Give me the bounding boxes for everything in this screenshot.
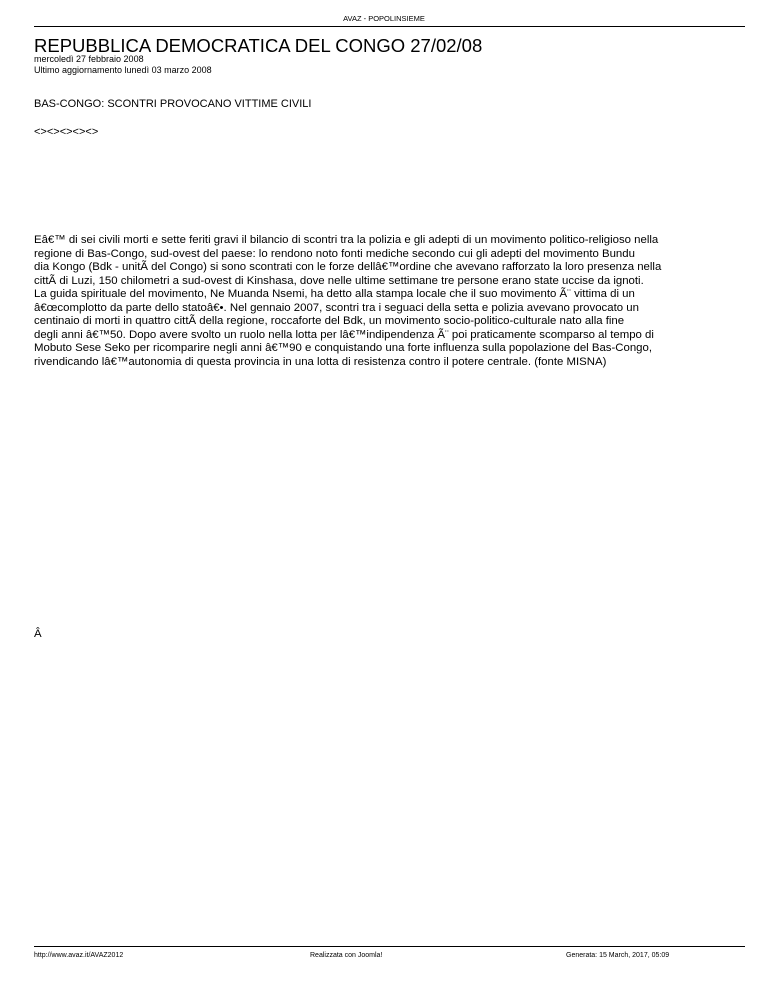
site-header: AVAZ - POPOLINSIEME	[343, 14, 425, 23]
body-line: La guida spirituale del movimento, Ne Muanda Nsemi, ha detto alla stampa locale che il suo movimento Ã¨ vittima di un	[34, 288, 635, 300]
body-line: Eâ€™ di sei civili morti e sette feriti gravi il bilancio di scontri tra la polizia e gli adepti di un movimento politico-religioso nella	[34, 234, 659, 246]
body-line: cittÃ di Luzi, 150 chilometri a sud-ovest di Kinshasa, dove nelle ultime settimane tre persone erano state uccise da ignoti.	[34, 274, 644, 287]
article-subtitle: BAS-CONGO: SCONTRI PROVOCANO VITTIME CIVILI	[34, 98, 312, 110]
body-line: Mobuto Sese Seko per ricomparire negli anni â€™90 e conquistando una forte influenza sulla popolazione del Bas-Congo,	[34, 342, 653, 354]
body-line: centinaio di morti in quattro cittÃ della regione, roccaforte del Bdk, un movimento socio-politico-culturale nato alla fine	[34, 315, 625, 327]
body-line: dia Kongo (Bdk - unitÃ del Congo) si sono scontrati con le forze dellâ€™ordine che avevano rafforzato la loro presenza nella	[34, 261, 662, 273]
header-divider	[34, 26, 745, 27]
body-line: regione di Bas-Congo, sud-ovest del paese: lo rendono noto fonti mediche secondo cui gli adepti del movimento Bundu	[34, 247, 635, 260]
article-body	[34, 234, 746, 369]
footer-generated-date: Generata: 15 March, 2017, 05:09	[566, 952, 670, 959]
footer-credit: Realizzata con Joomla!	[310, 952, 383, 959]
article-title: REPUBBLICA DEMOCRATICA DEL CONGO 27/02/08	[34, 35, 483, 56]
separator-text: <><><><><>	[34, 126, 99, 138]
created-date: mercoledì 27 febbraio 2008	[34, 54, 144, 64]
modified-date: Ultimo aggiornamento lunedì 03 marzo 2008	[34, 65, 212, 75]
body-line: rivendicando lâ€™autonomia di questa provincia in una lotta di resistenza contro il potere centrale. (fonte MISNA)	[34, 355, 607, 368]
footer-url: http://www.avaz.it/AVAZ2012	[34, 952, 124, 959]
stray-character: Â	[34, 628, 42, 640]
body-line: degli anni â€™50. Dopo avere svolto un ruolo nella lotta per lâ€™indipendenza Ã¨ poi praticamente scomparso al tempo di	[34, 328, 654, 341]
footer-divider	[34, 946, 745, 947]
body-line: â€œcomplotto da parte dello statoâ€•. Nel gennaio 2007, scontri tra i seguaci della setta e polizia avevano provocato un	[34, 301, 639, 314]
